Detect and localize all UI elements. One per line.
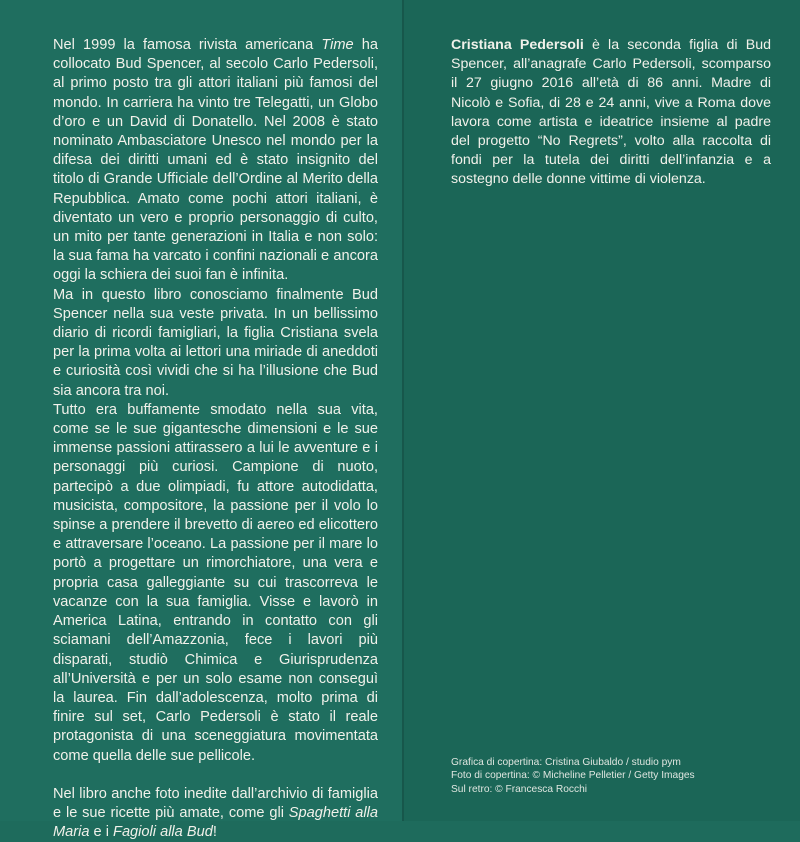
- author-name: Cristiana Pedersoli: [451, 37, 584, 53]
- cover-credits: [451, 756, 771, 796]
- description-paragraph-1: Nel 1999 la famosa rivista americana Time ha collocato Bud Spencer, al secolo Carlo Pedersoli, al primo posto tra gli attori italiani più famosi del mondo. In carriera ha vinto tre Telegatti, un Globo d’oro e un David di Donatello. Nel 2008 è stato nominato Ambasciatore Unesco nel mondo per la difesa dei diritti umani ed è stato insignito del titolo di Grande Ufficiale dell’Ordine al Merito della Repubblica. Amato come pochi attori italiani, è diventato un vero e proprio personaggio di culto, un mito per tante generazioni in Italia e non solo: la sua fama ha varcato i confini nazionali e ancora oggi la schiera dei suoi fan è infinita.: [53, 37, 378, 284]
- credit-cover-photo: Foto di copertina: © Micheline Pelletier / Getty Images: [451, 770, 695, 782]
- fold-line: [402, 0, 404, 821]
- description-paragraph-4: Nel libro anche foto inedite dall’archivio di famiglia e le sue ricette più amate, come gli Spaghetti alla Maria e i Fagioli alla Bud!: [53, 785, 378, 841]
- recipe-fagioli: Fagioli alla Bud: [113, 824, 213, 841]
- magazine-title: Time: [321, 37, 354, 53]
- author-bio: [451, 36, 771, 190]
- book-description: [53, 36, 378, 842]
- author-bio-paragraph: Cristiana Pedersoli è la seconda figlia di Bud Spencer, all’anagrafe Carlo Pedersoli, scomparso il 27 giugno 2016 all’età di 86 anni. Madre di Nicolò e Sofia, di 28 e 24 anni, vive a Roma dove lavora come artista e ideatrice insieme al padre del progetto “No Regrets”, volto alla raccolta di fondi per la tutela dei diritti dell’infanzia e a sostegno delle donne vittime di violenza.: [451, 37, 771, 188]
- credit-design: Grafica di copertina: Cristina Giubaldo / studio pym: [451, 757, 681, 768]
- credit-back-photo: Sul retro: © Francesca Rocchi: [451, 783, 588, 795]
- description-paragraph-3: Tutto era buffamente smodato nella sua vita, come se le sue gigantesche dimensioni e le sue immense passioni attirassero a lui le avventure e i personaggi più curiosi. Campione di nuoto, partecipò a due olimpiadi, fu attore autodidatta, musicista, compositore, la passione per il volo lo spinse a prendere il brevetto di aereo ed elicottero e attraversare l’oceano. La passione per il mare lo portò a progettare un rimorchiatore, una vera e propria casa galleggiante su cui trascorreva le vacanze con la sua famiglia. Visse e lavorò in America Latina, entrando in contatto con gli sciamani dell’Amazzonia, fece i lavori più disparati, studiò Chimica e Giurisprudenza all’Università e per un solo esame non conseguì la laurea. Fin dall’adolescenza, molto prima di finire sul set, Carlo Pedersoli è stato il reale protagonista di una sceneggiatura movimentata come quella delle sue pellicole.: [53, 401, 378, 764]
- description-paragraph-2: Ma in questo libro conosciamo finalmente Bud Spencer nella sua veste privata. In un bellissimo diario di ricordi famigliari, la figlia Cristiana svela per la prima volta ai lettori una miriade di aneddoti e curiosità così vividi che si ha l’illusione che Bud sia ancora tra noi.: [53, 286, 378, 399]
- recipe-spaghetti: Spaghetti alla Maria: [53, 804, 378, 841]
